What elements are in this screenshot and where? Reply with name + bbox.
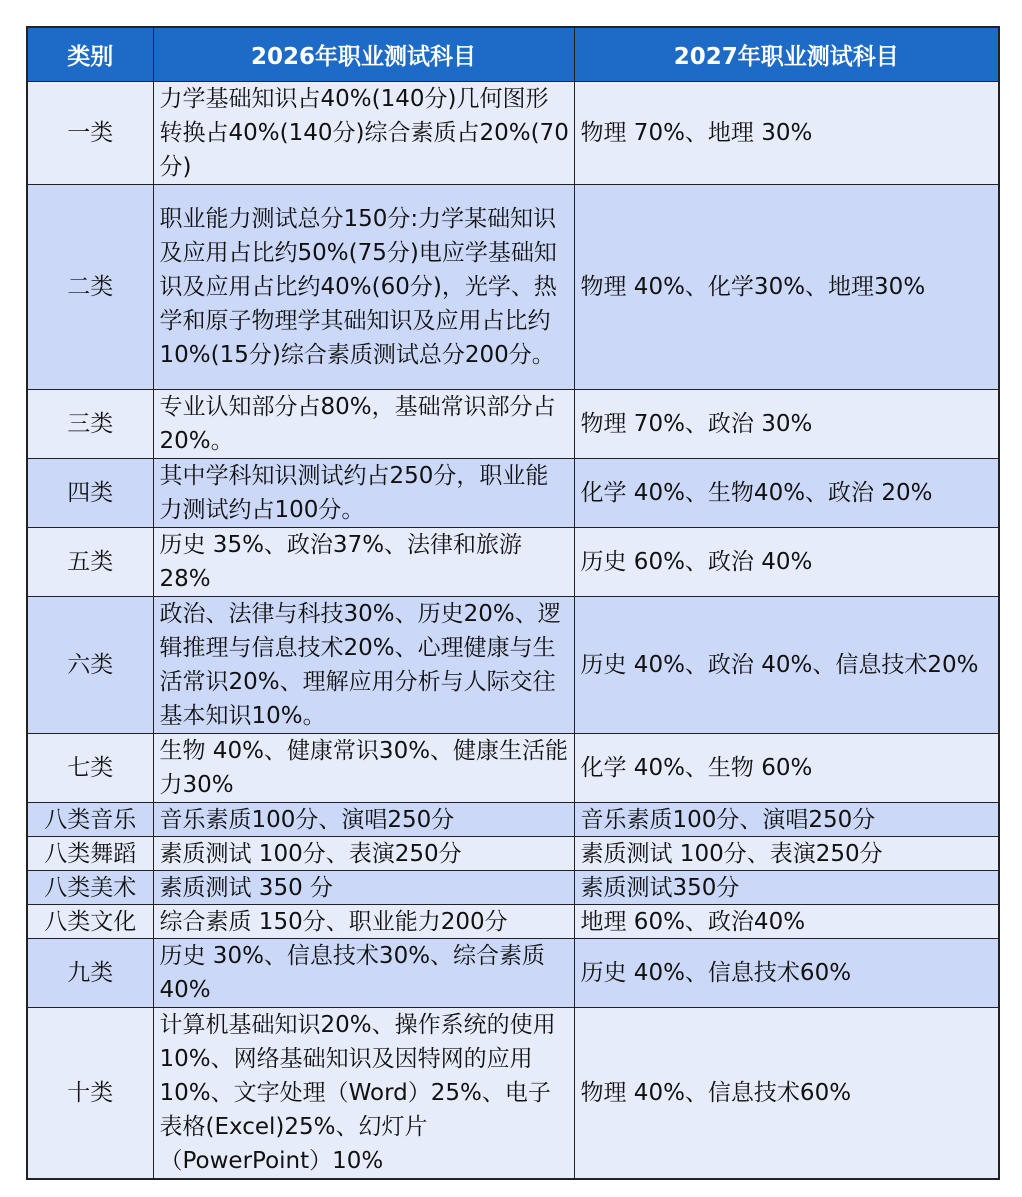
subjects-2027-cell: 素质测试350分 (574, 871, 999, 905)
subjects-2027-cell: 物理 40%、化学30%、地理30% (574, 185, 999, 390)
subjects-2027-cell: 化学 40%、生物40%、政治 20% (574, 459, 999, 528)
subjects-2026-cell: 生物 40%、健康常识30%、健康生活能力30% (153, 734, 574, 803)
subject-comparison-table (26, 26, 1000, 1180)
table-row (27, 459, 999, 528)
subjects-2027-cell: 素质测试 100分、表演250分 (574, 837, 999, 871)
table-row (27, 390, 999, 459)
category-cell: 九类 (27, 939, 153, 1008)
table-row (27, 803, 999, 837)
category-cell: 四类 (27, 459, 153, 528)
subjects-2026-cell: 政治、法律与科技30%、历史20%、逻辑推理与信息技术20%、心理健康与生活常识20%、理解应用分析与人际交往基本知识10%。 (153, 597, 574, 734)
header-2026-subjects: 2026年职业测试科目 (153, 27, 574, 82)
subjects-2026-cell: 职业能力测试总分150分:力学某础知识及应用占比约50%(75分)电应学基础知识及应用占比约40%(60分)，光学、热学和原子物理学其础知识及应用占比约10%(15分)综合素质测试总分200分。 (153, 185, 574, 390)
header-2027-subjects: 2027年职业测试科目 (574, 27, 999, 82)
category-cell: 八类音乐 (27, 803, 153, 837)
subjects-2027-cell: 历史 40%、信息技术60% (574, 939, 999, 1008)
category-cell: 三类 (27, 390, 153, 459)
category-cell: 十类 (27, 1008, 153, 1180)
table-row (27, 1008, 999, 1180)
category-cell: 一类 (27, 82, 153, 185)
table-row (27, 837, 999, 871)
table-row (27, 871, 999, 905)
subjects-2026-cell: 历史 35%、政治37%、法律和旅游28% (153, 528, 574, 597)
category-cell: 八类美术 (27, 871, 153, 905)
subjects-2026-cell: 综合素质 150分、职业能力200分 (153, 905, 574, 939)
category-cell: 五类 (27, 528, 153, 597)
subjects-2027-cell: 化学 40%、生物 60% (574, 734, 999, 803)
subjects-2026-cell: 音乐素质100分、演唱250分 (153, 803, 574, 837)
subjects-2027-cell: 物理 40%、信息技术60% (574, 1008, 999, 1180)
table-row (27, 939, 999, 1008)
category-cell: 二类 (27, 185, 153, 390)
subjects-2026-cell: 历史 30%、信息技术30%、综合素质40% (153, 939, 574, 1008)
table-row (27, 905, 999, 939)
subjects-2026-cell: 计算机基础知识20%、操作系统的使用10%、网络基础知识及因特网的应用10%、文字处理（Word）25%、电子表格(Excel)25%、幻灯片（PowerPoint）10% (153, 1008, 574, 1180)
table-header-row (27, 27, 999, 82)
table-row (27, 734, 999, 803)
subjects-2027-cell: 音乐素质100分、演唱250分 (574, 803, 999, 837)
subjects-2026-cell: 素质测试 100分、表演250分 (153, 837, 574, 871)
subjects-2026-cell: 其中学科知识测试约占250分，职业能力测试约占100分。 (153, 459, 574, 528)
subjects-2026-cell: 素质测试 350 分 (153, 871, 574, 905)
subjects-2026-cell: 专业认知部分占80%，基础常识部分占20%。 (153, 390, 574, 459)
table-row (27, 82, 999, 185)
table-row (27, 597, 999, 734)
subjects-2027-cell: 物理 70%、政治 30% (574, 390, 999, 459)
category-cell: 七类 (27, 734, 153, 803)
category-cell: 八类舞蹈 (27, 837, 153, 871)
table-row (27, 528, 999, 597)
header-category: 类别 (27, 27, 153, 82)
subjects-2027-cell: 地理 60%、政治40% (574, 905, 999, 939)
subjects-2027-cell: 历史 40%、政治 40%、信息技术20% (574, 597, 999, 734)
category-cell: 六类 (27, 597, 153, 734)
subjects-2027-cell: 物理 70%、地理 30% (574, 82, 999, 185)
category-cell: 八类文化 (27, 905, 153, 939)
subjects-2027-cell: 历史 60%、政治 40% (574, 528, 999, 597)
table-row (27, 185, 999, 390)
subjects-2026-cell: 力学基础知识占40%(140分)几何图形转换占40%(140分)综合素质占20%(70分) (153, 82, 574, 185)
